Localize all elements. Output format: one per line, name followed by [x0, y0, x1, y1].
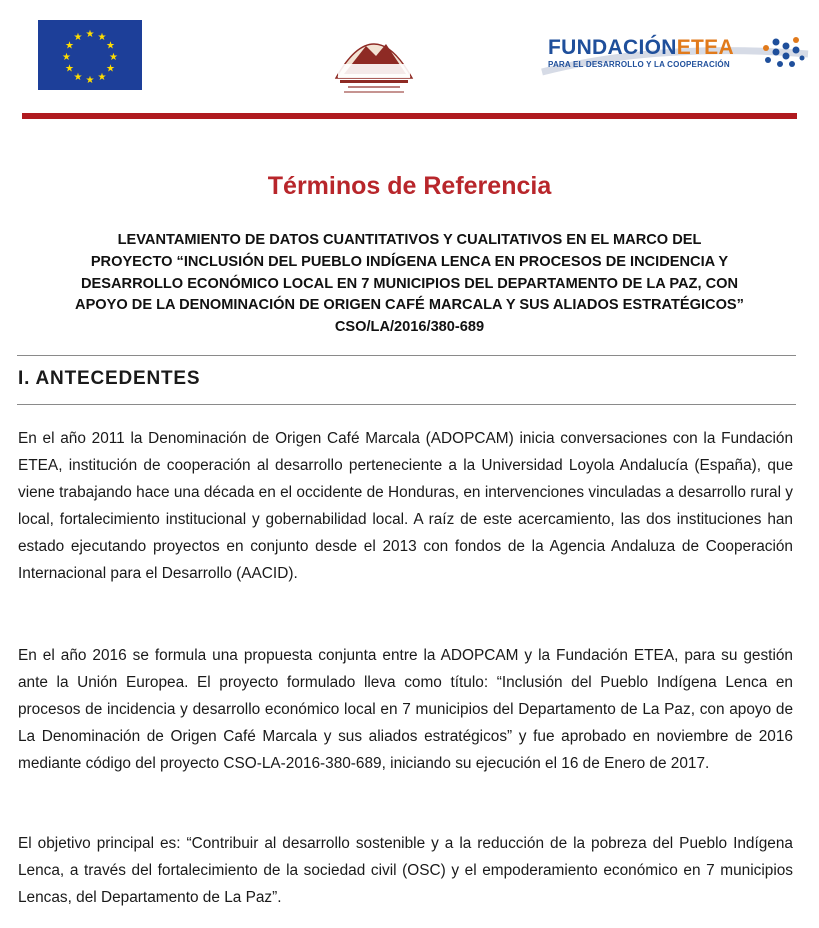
svg-text:★: ★: [65, 40, 74, 52]
svg-text:★: ★: [73, 72, 83, 83]
svg-text:★: ★: [85, 75, 95, 86]
page-header: [0, 0, 819, 112]
svg-text:★: ★: [73, 32, 83, 43]
etea-tagline: PARA EL DESARROLLO Y LA COOPERACIÓN: [548, 60, 730, 69]
fundacion-etea-logo: [540, 24, 810, 94]
svg-text:★: ★: [106, 63, 115, 75]
svg-text:★: ★: [106, 40, 115, 52]
svg-text:★: ★: [109, 52, 118, 63]
svg-text:★: ★: [85, 29, 95, 40]
header-divider: [22, 113, 797, 119]
svg-text:★: ★: [97, 32, 107, 43]
paragraph-3: El objetivo principal es: “Contribuir al desarrollo sostenible y a la reducción de la pobreza del Pueblo Indígena Lenca, a través del fortalecimiento de la sociedad civil (OSC) y el empoderamiento económico en 7 municipios Lencas, del Departamento de La Paz”.: [18, 835, 793, 906]
section-rule-top: [17, 355, 796, 356]
svg-text:★: ★: [97, 72, 107, 83]
section-rule-bottom: [17, 404, 796, 405]
svg-text:★: ★: [62, 52, 71, 63]
subtitle-code: CSO/LA/2016/380-689: [334, 319, 485, 336]
subtitle-line: DESARROLLO ECONÓMICO LOCAL EN 7 MUNICIPIOS DEL DEPARTAMENTO DE LA PAZ, CON: [80, 275, 739, 292]
subtitle-line: LEVANTAMIENTO DE DATOS CUANTITATIVOS Y CUALITATIVOS EN EL MARCO DEL: [117, 232, 702, 248]
etea-name-etea: ETEA: [676, 36, 734, 59]
svg-text:★: ★: [65, 63, 74, 75]
subtitle-line: APOYO DE LA DENOMINACIÓN DE ORIGEN CAFÉ MARCALA Y SUS ALIADOS ESTRATÉGICOS”: [75, 297, 744, 314]
coffee-mountain-icon: [318, 16, 430, 96]
subtitle-line: PROYECTO “INCLUSIÓN DEL PUEBLO INDÍGENA LENCA EN PROCESOS DE INCIDENCIA Y: [90, 253, 729, 270]
etea-name-fundacion: FUNDACIÓN: [548, 36, 677, 59]
document-subtitle: [14, 230, 805, 339]
section-heading: I. ANTECEDENTES: [18, 368, 201, 389]
paragraph-2: En el año 2016 se formula una propuesta conjunta entre la ADOPCAM y la Fundación ETEA, para su gestión ante la Unión Europea. El proyecto formulado lleva como título: “Inclusión del Pueblo Indígena Lenca en procesos de incidencia y desarrollo económico local en 7 municipios del Departamento de La Paz, con apoyo de La Denominación de Origen Café Marcala y sus aliados estratégicos” y fue aprobado en noviembre de 2016 mediante código del proyecto CSO-LA-2016-380-689, iniciando su ejecución el 16 de Enero de 2017.: [18, 647, 793, 772]
etea-wordmark: [548, 36, 734, 60]
eu-stars-icon: [38, 20, 142, 90]
paragraph-1: En el año 2011 la Denominación de Origen Café Marcala (ADOPCAM) inicia conversaciones con la Fundación ETEA, institución de cooperación al desarrollo perteneciente a la Universidad Loyola Andalucía (España), que viene trabajando hace una década en el occidente de Honduras, en intervenciones vinculadas a desarrollo rural y local, fortalecimiento institucional y gobernabilidad local. A raíz de este acercamiento, las dos instituciones han estado ejecutando proyectos en conjunto desde el 2013 con fondos de la Agencia Andaluza de Cooperación Internacional para el Desarrollo (AACID).: [18, 430, 793, 582]
eu-flag-logo: [38, 20, 142, 90]
cafe-marcala-logo: [318, 16, 430, 96]
document-title: Términos de Referencia: [267, 172, 552, 200]
